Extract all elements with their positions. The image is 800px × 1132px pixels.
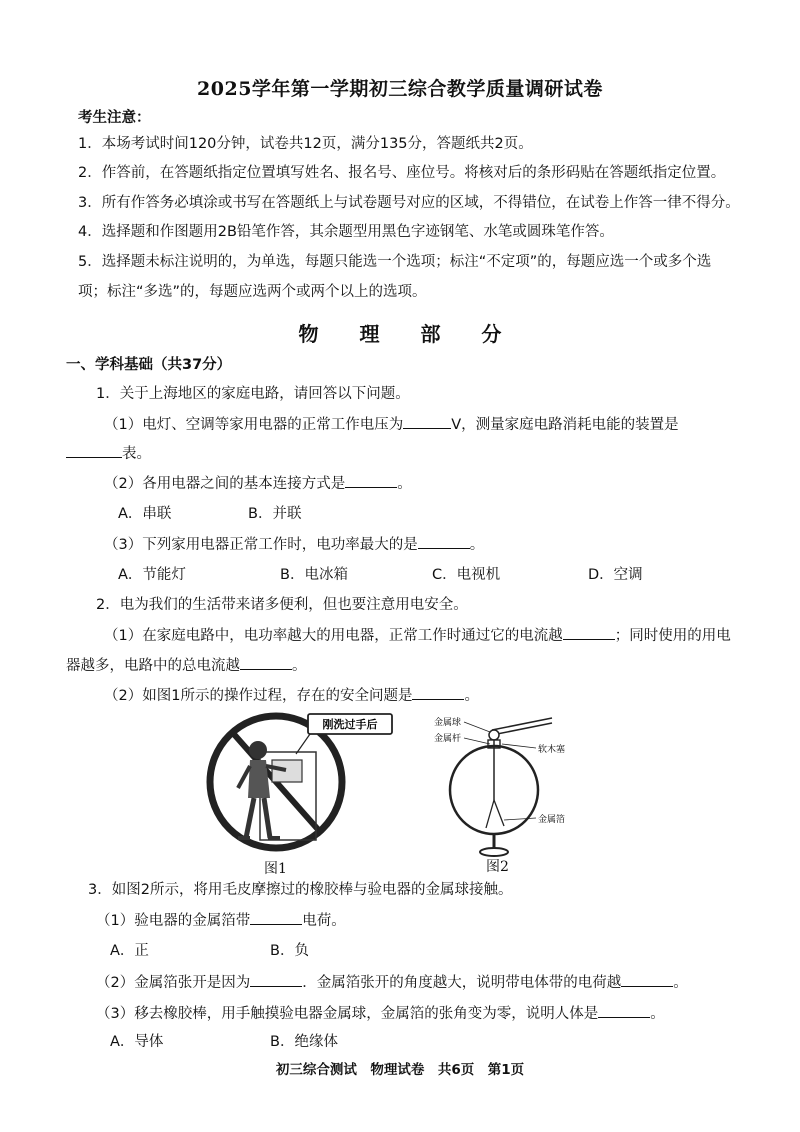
answer-blank[interactable] [345, 473, 397, 488]
question-1-part-3 [104, 534, 484, 555]
question-text: 表。 [122, 446, 151, 462]
notice-item: 1．本场考试时间120分钟，试卷共12页，满分135分，答题纸共2页。 [78, 136, 533, 152]
answer-blank[interactable] [240, 655, 292, 670]
answer-blank[interactable] [563, 625, 615, 640]
question-text: 。 [469, 537, 485, 553]
question-1-part-2 [104, 473, 412, 494]
question-text: V，测量家庭电路消耗电能的装置是 [451, 417, 679, 433]
notice-item: 5．选择题未标注说明的，为单选，每题只能选一个选项；标注“不定项”的，每题应选一个或多个选 [78, 254, 712, 270]
socket-icon [272, 760, 302, 782]
answer-blank[interactable] [412, 685, 464, 700]
question-text: （1）验电器的金属箔带 [96, 913, 251, 929]
figure-2-caption: 图2 [486, 859, 509, 875]
rubber-rod [492, 718, 552, 730]
question-2-part-2 [104, 685, 479, 706]
notice-heading: 考生注意： [78, 110, 151, 126]
figure-2-illustration [428, 708, 608, 868]
page-title: 2025学年第一学期初三综合教学质量调研试卷 [197, 78, 603, 100]
option: B．并联 [248, 506, 302, 522]
question-text: （3）移去橡胶棒，用手触摸验电器金属球，金属箔的张角变为零，说明人体是 [96, 1006, 599, 1022]
question-text: （2）如图1所示的操作过程，存在的安全问题是 [104, 688, 413, 704]
notice-item: 3．所有作答务必填涂或书写在答题纸上与试卷题号对应的区域，不得错位，在试卷上作答一律不得分。 [78, 195, 740, 211]
question-text: 。 [397, 476, 412, 492]
option: A．串联 [118, 506, 172, 522]
label-cork: 软木塞 [538, 745, 566, 755]
prohibition-slash [232, 732, 322, 834]
question-text: （1）在家庭电路中，电功率越大的用电器，正常工作时通过它的电流越 [104, 628, 563, 644]
figure-1-illustration [198, 710, 398, 860]
answer-blank[interactable] [403, 414, 451, 429]
question-3-part-3 [96, 1003, 665, 1024]
option: B．负 [270, 943, 309, 959]
metal-leaf [486, 800, 494, 828]
part-heading: 一、学科基础（共37分） [66, 357, 232, 373]
answer-blank[interactable] [66, 443, 122, 458]
question-text: （1）电灯、空调等家用电器的正常工作电压为 [104, 417, 404, 433]
notice-item: 4．选择题和作图题用2B铅笔作答，其余题型用黑色字迹钢笔、水笔或圆珠笔作答。 [78, 224, 614, 240]
answer-blank[interactable] [250, 972, 302, 987]
question-1-stem: 1．关于上海地区的家庭电路，请回答以下问题。 [96, 386, 410, 402]
answer-blank[interactable] [418, 534, 470, 549]
option: A．节能灯 [118, 567, 186, 583]
question-text: 。 [650, 1006, 665, 1022]
answer-blank[interactable] [250, 910, 302, 925]
question-3-part-2 [96, 972, 688, 993]
figure-1-caption: 图1 [264, 861, 287, 877]
notice-item: 项；标注“多选”的，每题应选两个或两个以上的选项。 [78, 284, 427, 300]
notice-item: 2．作答前，在答题纸指定位置填写姓名、报名号、座位号。将核对后的条形码贴在答题纸指定位置。 [78, 165, 726, 181]
question-1-part-1 [104, 414, 679, 435]
sign-text: 刚洗过手后 [322, 718, 378, 731]
question-2-part-1-cont [66, 655, 307, 676]
question-2-part-1 [104, 625, 731, 646]
question-text: 。 [673, 975, 688, 991]
option: B．绝缘体 [270, 1034, 338, 1050]
question-text: 。 [292, 658, 307, 674]
label-metal-rod: 金属杆 [434, 734, 462, 744]
question-text: （2）各用电器之间的基本连接方式是 [104, 476, 346, 492]
question-2-stem: 2．电为我们的生活带来诸多便利，但也要注意用电安全。 [96, 597, 468, 613]
section-title: 物 理 部 分 [298, 322, 502, 346]
option: A．导体 [110, 1034, 164, 1050]
option: A．正 [110, 943, 149, 959]
page-footer: 初三综合测试 物理试卷 共6页 第1页 [275, 1062, 525, 1078]
question-text: 器越多，电路中的总电流越 [66, 658, 240, 674]
question-text: （2）金属箔张开是因为 [96, 975, 251, 991]
question-1-part-1-cont [66, 443, 151, 464]
question-3-part-1 [96, 910, 346, 931]
option: D．空调 [588, 567, 643, 583]
answer-blank[interactable] [621, 972, 673, 987]
question-text: 电荷。 [302, 913, 346, 929]
option: C．电视机 [432, 567, 501, 583]
label-metal-ball: 金属球 [434, 718, 462, 728]
answer-blank[interactable] [598, 1003, 650, 1018]
label-metal-leaf: 金属箔 [538, 815, 566, 825]
person-head [249, 741, 267, 759]
question-text: （3）下列家用电器正常工作时，电功率最大的是 [104, 537, 418, 553]
metal-ball-icon [489, 730, 499, 740]
question-text: 。 [464, 688, 479, 704]
question-text: ；同时使用的用电 [614, 628, 731, 644]
question-3-stem: 3．如图2所示，将用毛皮摩擦过的橡胶棒与验电器的金属球接触。 [88, 882, 513, 898]
question-text: ．金属箔张开的角度越大，说明带电体带的电荷越 [302, 975, 622, 991]
option: B．电冰箱 [280, 567, 348, 583]
